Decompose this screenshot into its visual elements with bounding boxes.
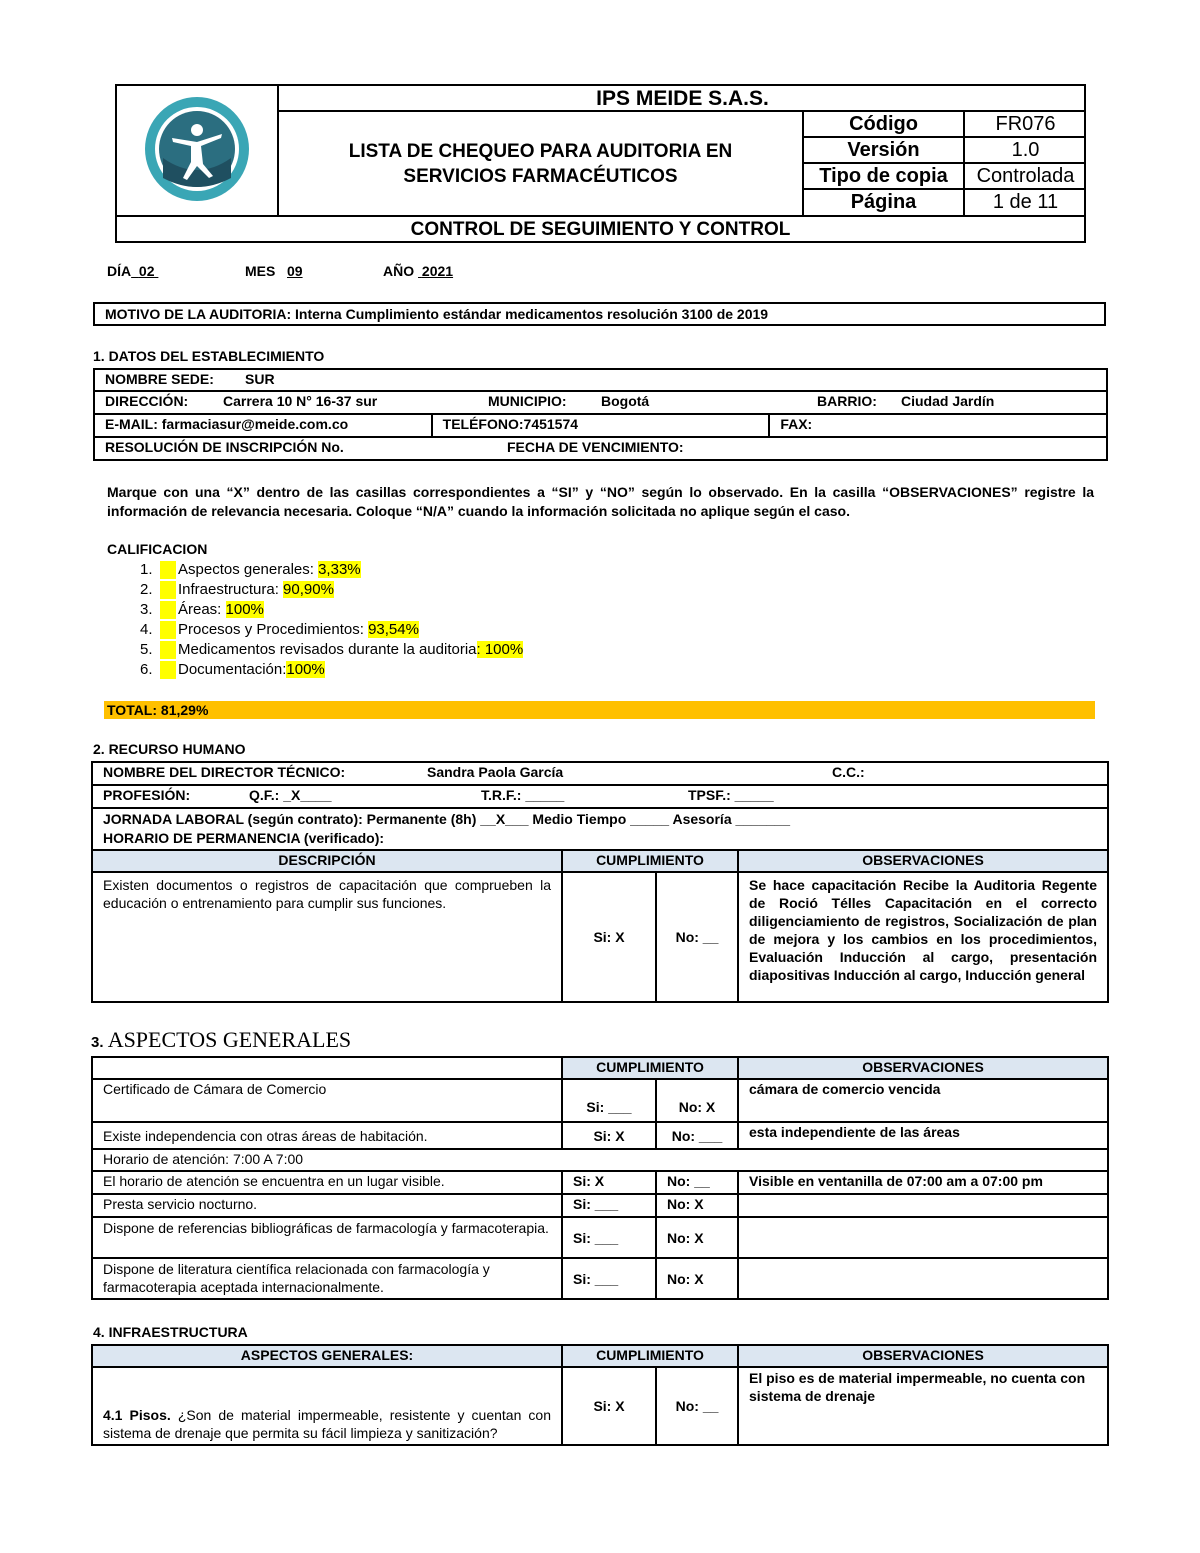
table-row: Dispone de referencias bibliográficas de farmacología y farmacoterapia. Si: ___ No: X (92, 1217, 1108, 1258)
motivo-box: MOTIVO DE LA AUDITORIA: Interna Cumplimiento estándar medicamentos resolución 3100 de 2019 (93, 302, 1106, 326)
email-cell: E-MAIL: farmaciasur@meide.com.co (94, 414, 432, 437)
desc-cell: 4.1 Pisos. ¿Son de material impermeable, resistente y cuentan con sistema de drenaje que permita su fácil limpieza y sanitización? (92, 1367, 562, 1445)
instructions: Marque con una “X” dentro de las casillas correspondientes a “SI” y “NO” según lo observado. En la casilla “OBSERVACIONES” registre la información de relevancia necesaria. Coloque “N/A” cuando la información solicitada no aplique según el caso. (107, 484, 1094, 519)
logo-cell (117, 86, 279, 215)
recurso-humano-table (91, 761, 1109, 1003)
year-label: AÑO (383, 263, 415, 279)
no-cell: No: __ (656, 1367, 738, 1445)
day-label: DÍA (107, 263, 132, 279)
col-descripcion: DESCRIPCIÓN (92, 850, 562, 872)
meta-row (804, 164, 1086, 190)
table-row: Horario de atención: 7:00 A 7:00 (92, 1149, 1108, 1171)
calificacion-item: 3. Áreas: 100% (140, 601, 264, 618)
day-value: 02 (138, 263, 155, 279)
year-value: 2021 (421, 263, 454, 279)
calificacion-title: CALIFICACION (107, 541, 208, 557)
director-cell: NOMBRE DEL DIRECTOR TÉCNICO: Sandra Paola García C.C.: (92, 762, 1108, 785)
meta-value: FR076 (995, 113, 1056, 135)
col-observaciones: OBSERVACIONES (738, 1057, 1108, 1079)
section-4-title: 4. INFRAESTRUCTURA (93, 1324, 248, 1340)
calificacion-item: 2. Infraestructura: 90,90% (140, 581, 334, 598)
meta-row (804, 112, 1086, 138)
calificacion-item: 6. Documentación:100% (140, 661, 325, 678)
direccion-cell: DIRECCIÓN: Carrera 10 N° 16-37 sur MUNICIPIO: Bogotá BARRIO: Ciudad Jardín (94, 391, 1107, 414)
date-day (107, 263, 158, 279)
calificacion-item: 5. Medicamentos revisados durante la auditoria: 100% (140, 641, 524, 658)
document-header (115, 84, 1086, 243)
infraestructura-table (91, 1344, 1109, 1446)
month-value: 09 (287, 263, 303, 279)
obs-cell: Se hace capacitación Recibe la Auditoria Regente de Roció Télles Capacitación en el correcto diligenciamiento de registros, Socialización de plan de mejora y los cambios en los procedimientos, Evaluación Inducción al cargo, presentación diapositivas Inducción al cargo, Inducción general (738, 872, 1108, 1002)
meta-value: Controlada (976, 165, 1075, 187)
table-row (92, 1367, 1108, 1445)
jornada-cell: JORNADA LABORAL (según contrato): Permanente (8h) __X___ Medio Tiempo _____ Asesoría _______ HORARIO DE PERMANENCIA (verificado): (92, 808, 1108, 850)
section-3-title: 3. ASPECTOS GENERALES (91, 1027, 352, 1052)
aspectos-generales-table (91, 1056, 1109, 1300)
sede-cell: NOMBRE SEDE: SUR (94, 369, 1107, 391)
profesion-cell: PROFESIÓN: Q.F.: _X____ T.R.F.: _____ TPSF.: _____ (92, 785, 1108, 808)
month-label: MES (245, 263, 276, 279)
meta-value: 1 de 11 (992, 191, 1059, 213)
obs-cell: El piso es de material impermeable, no cuenta con sistema de drenaje (738, 1367, 1108, 1445)
meta-row (804, 190, 1086, 215)
document-meta (804, 112, 1086, 215)
meta-key: Versión (804, 138, 965, 162)
col-cumplimiento: CUMPLIMIENTO (562, 1345, 738, 1367)
date-month (245, 263, 303, 279)
control-title: CONTROL DE SEGUIMIENTO Y CONTROL (117, 215, 1084, 241)
table-row: Dispone de literatura científica relacionada con farmacología y farmacoterapia aceptada internacionalmente. Si: ___ No: X (92, 1258, 1108, 1299)
meta-key: Código (804, 112, 965, 136)
fax-cell: FAX: (769, 414, 1107, 437)
meta-key: Página (804, 190, 965, 215)
col-aspectos: ASPECTOS GENERALES: (92, 1345, 562, 1367)
title-line-2: SERVICIOS FARMACÉUTICOS (403, 165, 678, 187)
no-cell: No: __ (656, 872, 738, 1002)
company-name: IPS MEIDE S.A.S. (279, 86, 1086, 112)
meta-row (804, 138, 1086, 164)
table-row: El horario de atención se encuentra en un lugar visible. Si: X No: __ Visible en ventanilla de 07:00 am a 07:00 pm (92, 1171, 1108, 1194)
section-1-title: 1. DATOS DEL ESTABLECIMIENTO (93, 348, 325, 364)
table-row: Presta servicio nocturno. Si: ___ No: X (92, 1194, 1108, 1217)
si-cell: Si: X (562, 872, 656, 1002)
col-observaciones: OBSERVACIONES (738, 850, 1108, 872)
resolucion-cell: RESOLUCIÓN DE INSCRIPCIÓN No. FECHA DE VENCIMIENTO: (94, 437, 1107, 460)
establishment-table (93, 368, 1108, 461)
table-row: Existe independencia con otras áreas de habitación. Si: X No: ___ esta independiente de las áreas (92, 1122, 1108, 1149)
date-year (383, 263, 453, 279)
document-title (279, 112, 804, 215)
si-cell: Si: X (562, 1367, 656, 1445)
section-2-title: 2. RECURSO HUMANO (93, 741, 246, 757)
title-line-1: LISTA DE CHEQUEO PARA AUDITORIA EN (348, 140, 733, 162)
table-row: Certificado de Cámara de Comercio Si: ___ No: X cámara de comercio vencida (92, 1079, 1108, 1122)
col-empty (92, 1057, 562, 1079)
meta-key: Tipo de copia (804, 164, 965, 188)
company-logo-icon (117, 86, 279, 215)
total-bar: TOTAL: 81,29% (104, 701, 1095, 719)
col-cumplimiento: CUMPLIMIENTO (562, 1057, 738, 1079)
calificacion-item: 4. Procesos y Procedimientos: 93,54% (140, 621, 419, 638)
telefono-cell: TELÉFONO:7451574 (432, 414, 770, 437)
desc-cell: Existen documentos o registros de capacitación que comprueben la educación o entrenamiento para cumplir sus funciones. (92, 872, 562, 1002)
calificacion-item: 1. Aspectos generales: 3,33% (140, 561, 361, 578)
meta-value: 1.0 (1011, 139, 1040, 161)
col-observaciones: OBSERVACIONES (738, 1345, 1108, 1367)
col-cumplimiento: CUMPLIMIENTO (562, 850, 738, 872)
